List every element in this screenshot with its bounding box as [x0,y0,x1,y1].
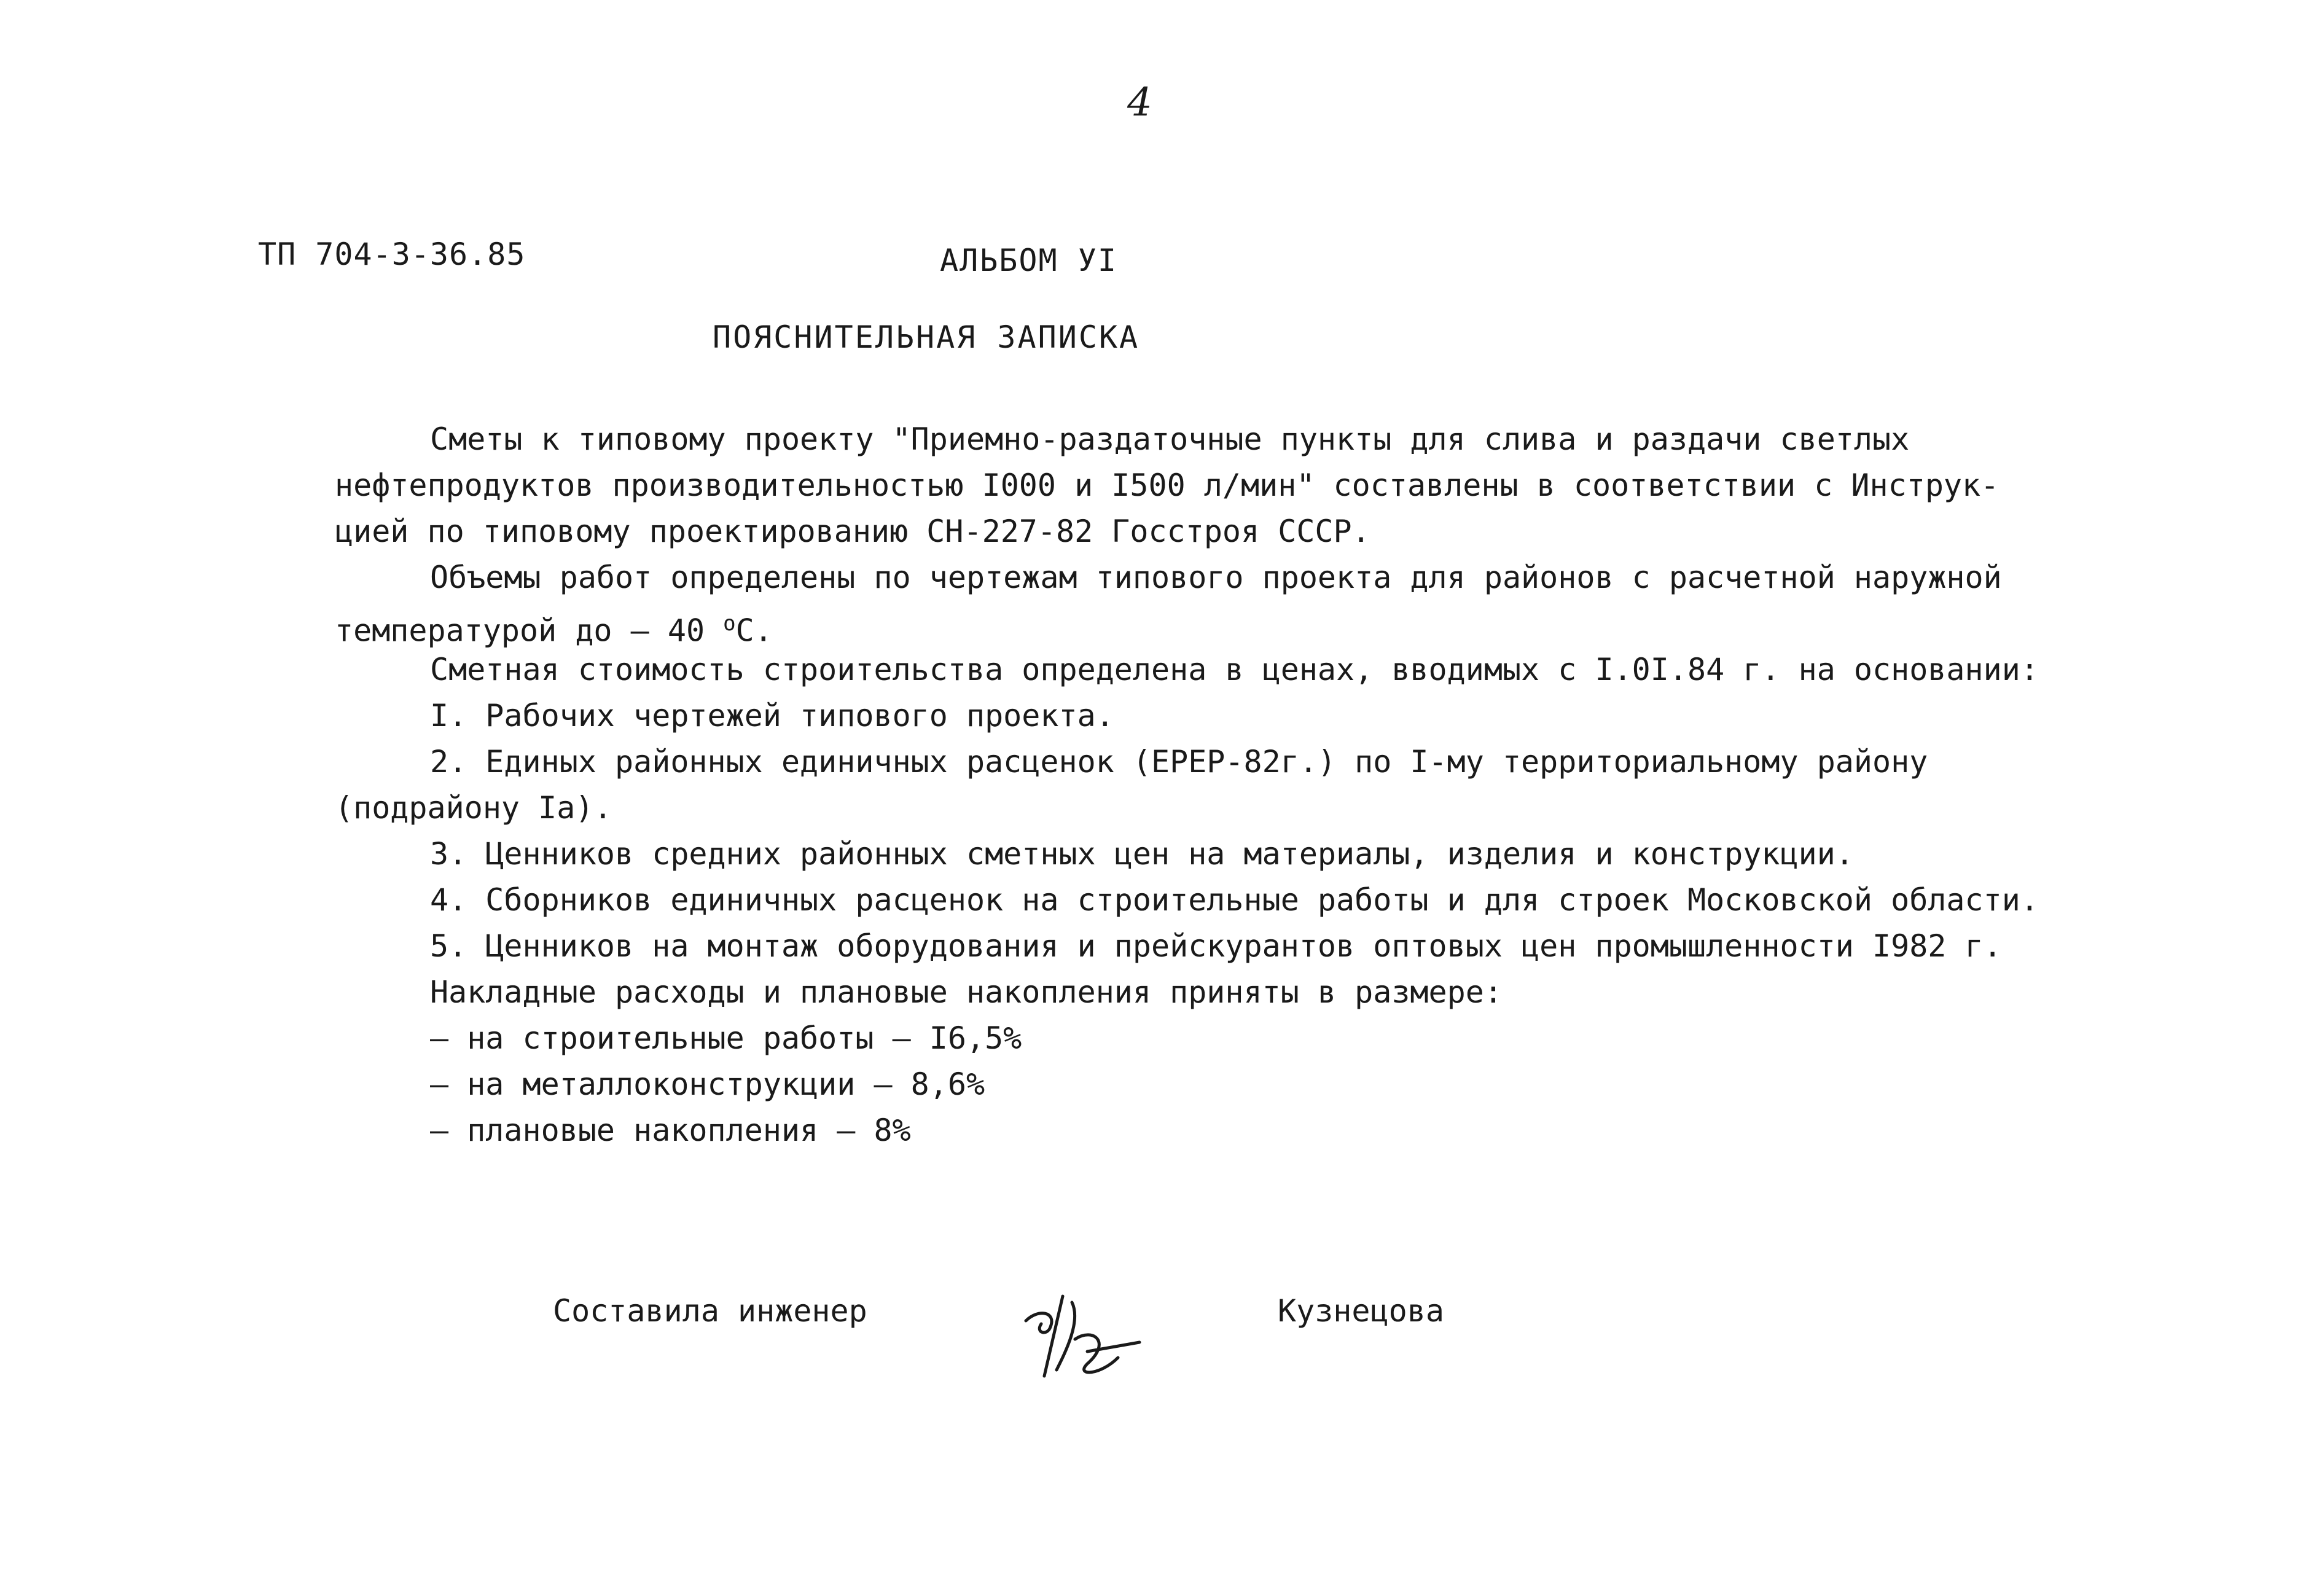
text-fragment: температурой до – 40 [335,612,724,649]
list-item: I. Рабочих чертежей типового проекта. [430,698,1114,733]
paragraph-line: цией по типовому проектированию СН-227-82 Госстроя СССР. [335,514,1370,549]
album-label: АЛЬБОМ УI [940,243,1117,278]
list-item: 3. Ценников средних районных сметных цен на материалы, изделия и конструкции. [430,836,1854,872]
signer-name: Кузнецова [1278,1293,1444,1329]
paragraph-line: Накладные расходы и плановые накопления приняты в размере: [430,974,1503,1010]
list-item: 2. Единых районных единичных расценок (ЕРЕР-82г.) по I-му территориальному району [430,744,1928,780]
list-item: – на строительные работы – I6,5% [430,1020,1022,1056]
page-number: 4 [1127,80,1152,125]
degree-sign: o [723,611,736,636]
list-item: 5. Ценников на монтаж оборудования и прейскурантов оптовых цен промышленности I982 г. [430,928,2002,964]
paragraph-line [335,602,773,652]
page-title: ПОЯСНИТЕЛЬНАЯ ЗАПИСКА [713,319,1140,355]
signer-title: Составила инженер [553,1293,867,1329]
paragraph-line: нефтепродуктов производительностью I000 и I500 л/мин" составлены в соответствии с Инструк- [335,467,2000,503]
list-item: – плановые накопления – 8% [430,1113,911,1148]
paragraph-line: Сметная стоимость строительства определена в ценах, вводимых с I.0I.84 г. на основании: [430,652,2039,687]
document-code: ТП 704-3-36.85 [258,237,526,272]
paragraph-line: Сметы к типовому проекту "Приемно-раздаточные пункты для слива и раздачи светлых [430,421,1910,457]
list-item: – на металлоконструкции – 8,6% [430,1066,985,1102]
signature-mark [1014,1284,1149,1395]
list-item: (подрайону Iа). [335,790,612,826]
text-fragment: С. [735,612,773,649]
paragraph-line: Объемы работ определены по чертежам типового проекта для районов с расчетной наружной [430,560,2002,595]
list-item: 4. Сборников единичных расценок на строительные работы и для строек Московской области. [430,882,2039,918]
